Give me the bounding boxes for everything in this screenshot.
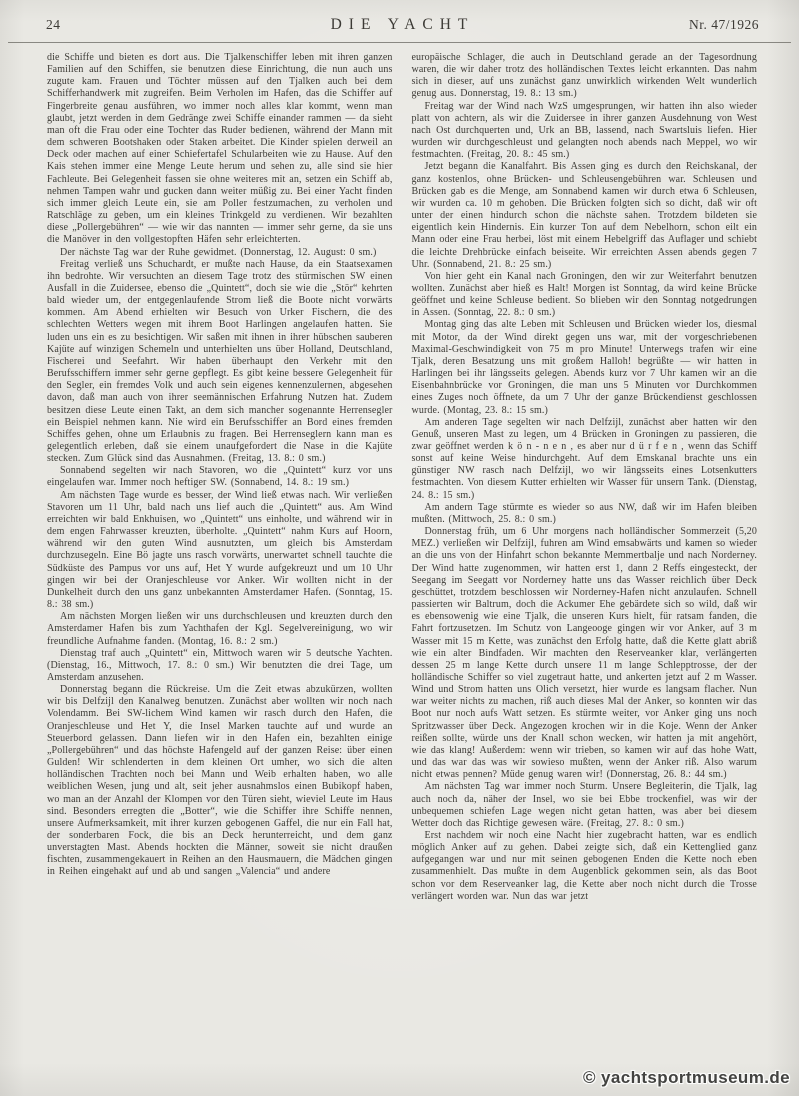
paragraph: Erst nachdem wir noch eine Nacht hier zugebracht hatten, war es endlich möglich Anker auf zu gehen. Dabei zeigte sich, daß ein Kettenglied ganz aufgegangen war und nur mit seinen gebogenen Enden die Kette noch eben zusammenhielt. Das mußte in dem Augenblick gekommen sein, als das Boot schon vor dem Reserveanker lag, die Kette aber noch nicht durch die Trosse verlängert worden war. Nun das war jetzt: [411, 830, 757, 902]
column-left: [47, 52, 393, 903]
masthead: [0, 0, 799, 38]
paragraph: europäische Schlager, die auch in Deutschland gerade an der Tagesordnung waren, die wir daher trotz des holländischen Textes leicht erkannten. Das nahm sich in dieser, auf uns zunächst ganz unwirklich wirkenden Welt wunderlich genug aus. Donnerstag, 19. 8.: 13 sm.): [411, 52, 757, 100]
paragraph: Donnerstag früh, um 6 Uhr morgens nach holländischer Sommerzeit (5,20 MEZ.) verließen wir Delfzijl, fuhren am Wind emsabwärts und kamen so wieder an die uns von der Hinfahrt schon bekannte Memmertbalje und nach Norderney. Der Wind hatte zugenommen, wir hatten erst 1, dann 2 Reffs eingesteckt, der Seegang im Seegatt vor Norderney hatte uns das Wasser reichlich über Deck geschüttet, trotzdem beschlossen wir Norderney-Hafen nicht anzulaufen. Schnell passierten wir Baltrum, doch die Ackumer Ehe gebärdete sich so wild, daß wir es ebensowenig wie eine Tjalk, die unseren Kurs hielt, für ratsam fanden, die Fahrt fortzusetzen. Im Schutz von Langeooge gingen wir vor Anker, auf 3 m Wasser mit 15 m Kette, was zunächst den Erfolg hatte, daß die Kette glatt abriß wie ein alter Bindfaden. Wir machten den Reserveanker klar, verlängerten dessen 25 m lange Kette durch unsere 11 m lange Schlepptrosse, der der holländische Schiffer so viel zugetraut hatte, und ankerten jetzt auf 2 m Wasser. Wind und Strom hatten uns Olich versetzt, hier wurde es langsam flacher. Nun war weiter nichts zu machen, riß auch dieses Mal der Anker, so konnten wir das Boot nur noch aufs Watt setzen. Es stürmte weiter, vor Anker ging uns noch Spritzwasser über Deck. Angezogen krochen wir in die Koje. Wenn der Anker reißen sollte, würde uns der Knall schon wecken, wir hatten ja mit angehört, wie das klang! Außerdem: wenn wir trieben, so kamen wir auf das hohe Watt, und das war das was wir sowieso mußten, wenn der Anker riß. Also warum nicht etwas pennen? Müde genug waren wir! (Donnerstag, 26. 8.: 44 sm.): [411, 526, 757, 781]
paragraph: Am nächsten Morgen ließen wir uns durchschleusen und kreuzten durch den Amsterdamer Hafen bis zum Yachthafen der Kgl. Segelvereinigung, wo wir freundliche Aufnahme fanden. (Montag, 16. 8.: 2 sm.): [47, 611, 393, 647]
paragraph: Sonnabend segelten wir nach Stavoren, wo die „Quintett“ kurz vor uns eingelaufen war. Immer noch heftiger SW. (Sonnabend, 14. 8.: 19 sm.): [47, 465, 393, 489]
header-divider: [8, 42, 791, 43]
paragraph: Am anderen Tage segelten wir nach Delfzijl, zunächst aber hatten wir den Genuß, unseren Mast zu legen, um 4 Brücken in Groningen zu passieren, die zwar geöffnet werden k ö n - n e n , es aber nur d ü r f e n , wenn das Schiff sonst auf keine Weise hindurchgeht. Auf dem Emskanal brachte uns ein günstiger NW rasch nach Delfzijl, wo wir längsseits eines Lotsenkutters festmachten. Von diesem Kutter erhielten wir Wasser für unsern Tank. (Dienstag, 24. 8.: 15 sm.): [411, 416, 757, 501]
paragraph: Am nächsten Tage wurde es besser, der Wind ließ etwas nach. Wir verließen Stavoren um 11 Uhr, bald nach uns lief auch die „Quintett“ aus. Am Wind erreichten wir bald Enkhuisen, wo „Quintett“ uns einholte, und während wir in dem engen Fahrwasser kreuzten, überholte. „Quintett“ nahm Kurs auf Hoorn, während wir den guten Wind ausnutzten, um gleich bis Amsterdam durchzusegeln. Eine Bö jagte uns rasch vorwärts, unerwartet schnell tauchte die Südküste des Pampus vor uns auf, Het Y wurde aufgekreuzt und um 10 Uhr gingen wir bei der Oranjeschleuse vor Anker. Wir wollten nicht in der Dunkelheit durch den uns ganz unbekannten Amsterdamer Hafen. (Sonntag, 15. 8.: 38 sm.): [47, 489, 393, 611]
paragraph: Am andern Tage stürmte es wieder so aus NW, daß wir im Hafen bleiben mußten. (Mittwoch, 25. 8.: 0 sm.): [411, 501, 757, 525]
paragraph: Montag ging das alte Leben mit Schleusen und Brücken wieder los, diesmal mit Motor, da der Wind direkt gegen uns war, mit der vorgeschriebenen Maximal-Geschwindigkeit von 75 m pro Minute! Unterwegs trafen wir eine Tjalk, deren Besatzung uns mit großem Halloh! begrüßte — wir hatten in Harlingen bei ihr längsseits gelegen. Abends kurz vor 7 Uhr kamen wir an die Eisenbahnbrücke vor Groningen, die man uns 5 Minuten vor Durchkommen eines Zuges noch öffnete, da um 7 Uhr der ganze Brückendienst geschlossen wurde. (Montag, 23. 8.: 15 sm.): [411, 319, 757, 416]
paragraph: Jetzt begann die Kanalfahrt. Bis Assen ging es durch den Reichskanal, der ganz kostenlos, ohne Brücken- und Schleusengebühren war. Schleusen und Brücken gab es die Menge, am Sonnabend kamen wir durch etwa 6 Schleusen, wir wurden ca. 10 m gehoben. Die Brücken folgten sich so dicht, daß wir oft unter der einen hindurch schon die nächste sahen. Trotzdem bildeten sie eigentlich kein Hindernis. Ein kurzer Ton auf dem Nebelhorn, schon eilt ein Mann oder eine Frau herbei, löst mit einem Hebelgriff das Auflager und schiebt die leichte Drehbrücke einfach beiseite. Wir erreichten Assen abends gegen 7 Uhr. (Sonnabend, 21. 8.: 25 sm.): [411, 161, 757, 270]
paragraph: Von hier geht ein Kanal nach Groningen, den wir zur Weiterfahrt benutzen wollten. Zunächst aber hieß es Halt! Morgen ist Sonntag, da wird keine Brücke geöffnet und keine Schleuse bedient. So blieben wir den Sonntag notgedrungen in Assen. (Sonntag, 22. 8.: 0 sm.): [411, 270, 757, 319]
paragraph: die Schiffe und bieten es dort aus. Die Tjalkenschiffer leben mit ihren ganzen Familien auf den Schiffen, sie benutzen diese Einrichtung, die nun auch uns zugute kam. Frauen und Töchter müssen auf den Tjalken auch bei dem Schifferhandwerk mit zugreifen. Beim Verholen im Hafen, das die Schiffer auf Fingerbreite genau ausführen, wo immer noch alles klar kommt, wenn man glaubt, jetzt werden in dem Gedränge zwei Schiffe einander rammen — da sieht man oft die Frau oder eine Tochter das Ruder bedienen, während der Mann mit dem schweren Bootshaken oder Staken arbeitet. Die Kinder spielen derweil an Deck oder machen auf einer Schiefertafel Schularbeiten wie zu Hause. Auf den Kais stehen immer eine Menge Leute herum und sehen zu, alle sind sie hier Fachleute. Bei Gelegenheit fassen sie ohne weiteres mit an, setzen ein Schiff ab, nehmen Tampen wahr und gucken dann weiter müßig zu. Bei einer Yacht finden sich immer gleich Leute ein, sie am Poller festzumachen, zu verholen und Ratschläge zu geben, um ein kleines Trinkgeld zu verdienen. Wir bezahlten diese „Pollergebühren“ — wie wir das nannten — immer sehr gerne, da sie uns die Manöver in den vollgestopften Häfen sehr erleichterten.: [47, 52, 393, 246]
article-body: [0, 43, 799, 903]
paragraph: Der nächste Tag war der Ruhe gewidmet. (Donnerstag, 12. August: 0 sm.): [60, 246, 377, 258]
column-right: [412, 52, 758, 903]
paragraph: Freitag verließ uns Schuchardt, er mußte nach Hause, da ein Staatsexamen ihn bedrohte. Wir versuchten an diesem Tage trotz des stürmischen SW einen Ausfall in die Zuidersee, ebenso die „Quintett“, doch sie wie die „Stör“ kehrten bald wieder um, der entgegenlaufende Strom ließ die Boote nicht vorwärts kommen. Am Abend erhielten wir Besuch von Urker Fischern, die des schlechten Wetters wegen mit ihrem Boot Harlingen angelaufen hatten. Sie luden uns ein es zu besichtigen. Wir saßen mit ihnen in ihrer hübschen sauberen Kajüte auf winzigen Schemeln und unterhielten uns über Holland, Deutschland, Fischerei und Seefahrt. Wir haben überhaupt den Verkehr mit den Berufsschiffern immer sehr gerne gepflegt. Es gibt keine bessere Gelegenheit für den Segler, ein fremdes Volk und auch sein eigenes kennenzulernen, abgesehen davon, daß man auch von ihrer seemännischen Erfahrung Nutzen hat. Zudem besitzen diese Leute einen Takt, an dem sich mancher sogenannte Herrensegler ein Beispiel nehmen kann. Nie wird ein Berufsschiffer an Bord eines fremden Schiffes gehen, ohne um Erlaubnis zu fragen. Bei Herrenseglern kann man es gelegentlich erleben, daß sie einem unaufgefordert die Nase in die Kajüte stecken. Zum Glück sind das Ausnahmen. (Freitag, 13. 8.: 0 sm.): [47, 258, 393, 465]
issue-number: Nr. 47/1926: [688, 17, 759, 32]
magazine-title: DIE YACHT: [330, 16, 475, 33]
paragraph: Dienstag traf auch „Quintett“ ein, Mittwoch waren wir 5 deutsche Yachten. (Dienstag, 16., Mittwoch, 17. 8.: 0 sm.) Wir benutzten die drei Tage, um Amsterdam anzusehen.: [47, 647, 393, 683]
copyright-watermark: © yachtsportmuseum.de: [582, 1068, 790, 1087]
paragraph: Donnerstag begann die Rückreise. Um die Zeit etwas abzukürzen, wollten wir bis Delfzijl den Kanalweg benutzen. Zunächst aber wollten wir noch nach Volendamm. Bei SW-lichem Wind kamen wir rasch durch den Hafen, die Oranjeschleuse und Het Y, die Insel Marken tauchte auf und wurde an Steuerbord gelassen. Dann liefen wir in den Hafen ein, bezahlten einige „Pollergebühren“ und das höchste Hafengeld auf der ganzen Reise: über einen Gulden! Wir schlenderten in dem kleinen Ort umher, wo sich die alten holländischen Trachten noch bei Mann und Weib erhalten haben, wo alle weiblichen Wesen, jung und alt, seit jeher ausnahmslos einen Bubikopf haben, wo man an der Anzahl der Klompen vor den Türen sieht, wieviel Leute im Haus sind. Besonders erregten die „Botter“, wie die Schiffer ihre Schiffe nennen, unsere Aufmerksamkeit, mit ihrer kurzen gebogenen Gaffel, die nur ein Fall hat, der sonderbaren Fock, die bis an Deck herunterreicht, und dem ganz unverstagten Mast. Abends hockten die Männer, soweit sie nicht draußen fischten, zusammengekauert in Reihen an den Hausmauern, die Mädchen gingen in Reihen eingehakt auf und ab und sangen „Valencia“ und andere: [47, 684, 393, 878]
paragraph: Am nächsten Tag war immer noch Sturm. Unsere Begleiterin, die Tjalk, lag auch noch da, näher der Insel, wo sie bei Ebbe trockenfiel, was wir der unbequemen schiefen Lage wegen nicht getan hatten, was aber bei diesem Wetter doch das Richtige gewesen wäre. (Freitag, 27. 8.: 0 sm.): [411, 781, 757, 829]
paragraph: Freitag war der Wind nach WzS umgesprungen, wir hatten ihn also wieder platt von achtern, als wir die Zuidersee in ihrer ganzen Ausdehnung von West nach Ost durchquerten und, Urk an BB, lassend, nach Swartsluis liefen. Hier wurden wir durchgeschleust und gelangten noch abends nach Meppel, wo wir festmachten. (Freitag, 20. 8.: 45 sm.): [411, 100, 757, 161]
page-number: 24: [46, 17, 61, 32]
